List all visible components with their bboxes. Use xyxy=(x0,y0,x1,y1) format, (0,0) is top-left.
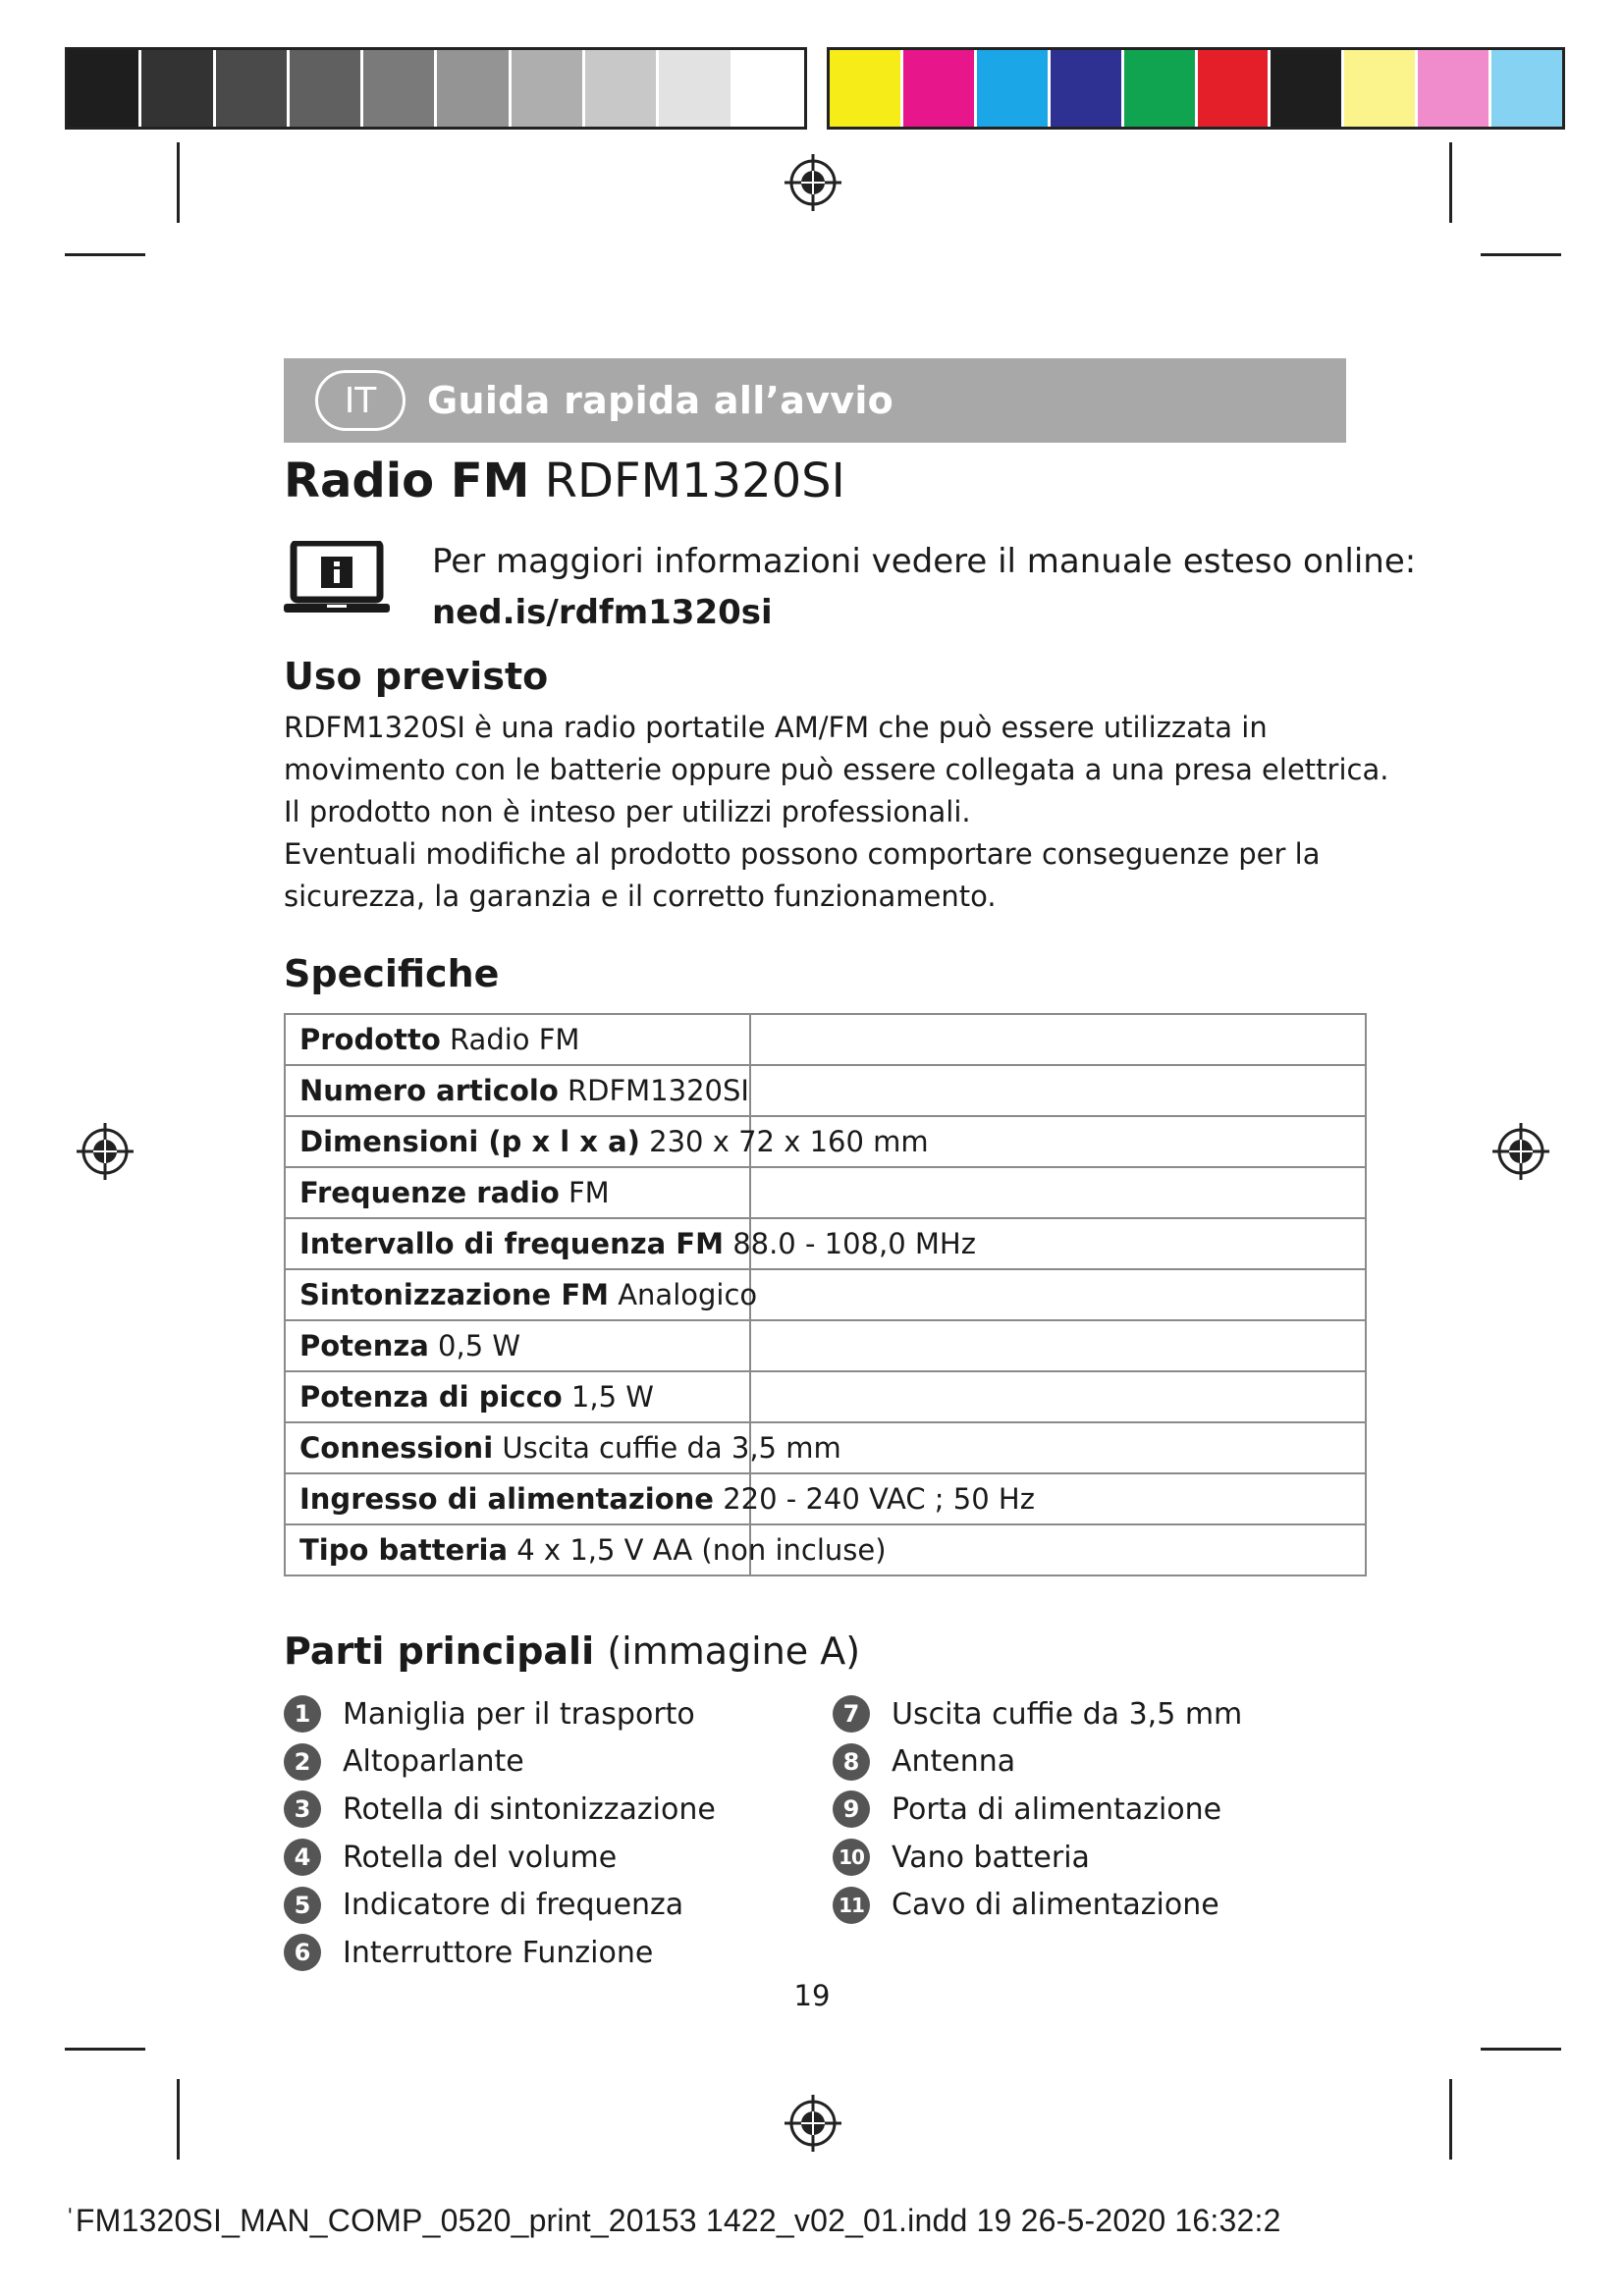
manual-link[interactable]: ned.is/rdfm1320si xyxy=(432,593,773,632)
spec-label: Sintonizzazione FM xyxy=(299,1278,609,1311)
spec-cell xyxy=(285,1014,750,1065)
color-bar xyxy=(827,47,1565,130)
spec-cell xyxy=(285,1269,758,1320)
spec-cell xyxy=(285,1320,750,1371)
language-badge: IT xyxy=(315,370,406,431)
gray-swatch xyxy=(659,50,732,127)
laptop-info-icon xyxy=(284,541,390,615)
color-swatch xyxy=(1491,50,1562,127)
spec-cell xyxy=(285,1167,750,1218)
color-swatch xyxy=(1418,50,1491,127)
table-row xyxy=(285,1371,1366,1422)
table-row xyxy=(285,1422,1366,1473)
spec-value: FM xyxy=(568,1176,610,1209)
spec-label: Ingresso di alimentazione xyxy=(299,1482,714,1516)
spec-value: 1,5 W xyxy=(570,1380,654,1414)
color-swatch xyxy=(1198,50,1272,127)
spec-cell xyxy=(285,1371,750,1422)
spec-empty-cell xyxy=(750,1269,1366,1320)
spec-cell xyxy=(285,1524,887,1575)
gray-swatch xyxy=(437,50,511,127)
table-row xyxy=(285,1116,1366,1167)
part-label: Porta di alimentazione xyxy=(892,1791,1222,1827)
registration-mark-icon xyxy=(1490,1121,1551,1182)
gray-swatch xyxy=(141,50,215,127)
specs-heading: Specifiche xyxy=(284,952,500,995)
part-number-badge: 11 xyxy=(833,1887,870,1924)
spec-cell xyxy=(285,1116,929,1167)
spec-value: Uscita cuffie da 3,5 mm xyxy=(502,1431,841,1465)
specs-table xyxy=(284,1013,1367,1576)
part-number-badge: 4 xyxy=(284,1839,321,1876)
spec-value: 0,5 W xyxy=(438,1329,521,1362)
spec-empty-cell xyxy=(750,1014,1366,1065)
paragraph-line: Eventuali modifiche al prodotto possono comportare conseguenze per la xyxy=(284,837,1321,871)
grayscale-bar xyxy=(65,47,807,130)
crop-mark xyxy=(177,142,180,223)
spec-label: Frequenze radio xyxy=(299,1176,560,1209)
part-label: Uscita cuffie da 3,5 mm xyxy=(892,1696,1243,1732)
list-item xyxy=(833,1738,1242,1787)
list-item xyxy=(833,1786,1242,1834)
paragraph-line: movimento con le batterie oppure può essere collegata a una presa elettrica. xyxy=(284,753,1389,786)
list-item xyxy=(284,1834,716,1882)
part-number-badge: 1 xyxy=(284,1695,321,1733)
color-swatch xyxy=(903,50,977,127)
parts-heading xyxy=(284,1629,860,1673)
spec-value: 88.0 - 108,0 MHz xyxy=(732,1227,976,1260)
gray-swatch xyxy=(733,50,804,127)
online-info-text: Per maggiori informazioni vedere il manuale esteso online: xyxy=(432,542,1417,581)
gray-swatch xyxy=(512,50,585,127)
list-item xyxy=(833,1690,1242,1738)
gray-swatch xyxy=(216,50,290,127)
part-number-badge: 9 xyxy=(833,1790,870,1828)
part-label: Cavo di alimentazione xyxy=(892,1888,1219,1923)
color-swatch xyxy=(1124,50,1198,127)
spec-empty-cell xyxy=(750,1320,1366,1371)
gray-swatch xyxy=(68,50,141,127)
crop-mark xyxy=(65,253,145,256)
spec-cell xyxy=(285,1422,841,1473)
color-swatch xyxy=(977,50,1051,127)
spec-label: Dimensioni (p x l x a) xyxy=(299,1125,640,1158)
list-item xyxy=(284,1690,716,1738)
gray-swatch xyxy=(290,50,363,127)
table-row xyxy=(285,1524,1366,1575)
page-title xyxy=(284,454,845,508)
part-number-badge: 3 xyxy=(284,1790,321,1828)
header-title: Guida rapida all’avvio xyxy=(427,379,894,422)
parts-list-right xyxy=(833,1690,1242,1929)
list-item xyxy=(833,1881,1242,1929)
list-item xyxy=(284,1786,716,1834)
part-number-badge: 5 xyxy=(284,1887,321,1924)
part-number-badge: 8 xyxy=(833,1743,870,1781)
spec-value: RDFM1320SI xyxy=(568,1074,749,1107)
spec-cell xyxy=(285,1218,976,1269)
table-row xyxy=(285,1269,1366,1320)
crop-mark xyxy=(177,2079,180,2160)
list-item xyxy=(284,1738,716,1787)
spec-empty-cell xyxy=(750,1065,1366,1116)
registration-mark-icon xyxy=(783,152,843,213)
spec-empty-cell xyxy=(750,1371,1366,1422)
color-swatch xyxy=(1271,50,1344,127)
spec-label: Numero articolo xyxy=(299,1074,559,1107)
part-label: Vano batteria xyxy=(892,1840,1090,1875)
crop-mark xyxy=(65,2048,145,2051)
spec-value: 4 x 1,5 V AA (non incluse) xyxy=(516,1533,887,1567)
color-swatch xyxy=(1344,50,1418,127)
part-label: Interruttore Funzione xyxy=(343,1935,654,1970)
parts-heading-bold: Parti principali xyxy=(284,1629,595,1673)
list-item xyxy=(284,1929,716,1977)
table-row xyxy=(285,1320,1366,1371)
crop-mark xyxy=(1449,2079,1452,2160)
spec-value: Radio FM xyxy=(450,1023,580,1056)
registration-mark-icon xyxy=(75,1121,135,1182)
title-bold: Radio FM xyxy=(284,454,530,508)
intended-use-text xyxy=(284,707,1389,918)
table-row xyxy=(285,1167,1366,1218)
crop-mark xyxy=(1449,142,1452,223)
paragraph-line: sicurezza, la garanzia e il corretto funzionamento. xyxy=(284,880,997,913)
spec-value: Analogico xyxy=(618,1278,758,1311)
intended-use-heading: Uso previsto xyxy=(284,655,549,698)
spec-label: Intervallo di frequenza FM xyxy=(299,1227,724,1260)
table-row xyxy=(285,1473,1366,1524)
part-label: Antenna xyxy=(892,1744,1016,1780)
parts-heading-suffix: (immagine A) xyxy=(607,1629,861,1673)
part-number-badge: 6 xyxy=(284,1934,321,1971)
print-slug: ˈFM1320SI_MAN_COMP_0520_print_20153 1422_v02_01.indd 19 26-5-2020 16:32:2 xyxy=(65,2203,1281,2238)
table-row xyxy=(285,1014,1366,1065)
table-row xyxy=(285,1218,1366,1269)
spec-label: Potenza di picco xyxy=(299,1380,563,1414)
table-row xyxy=(285,1065,1366,1116)
color-swatch xyxy=(1051,50,1124,127)
part-number-badge: 10 xyxy=(833,1839,870,1876)
part-number-badge: 7 xyxy=(833,1695,870,1733)
spec-label: Potenza xyxy=(299,1329,429,1362)
crop-mark xyxy=(1481,2048,1561,2051)
color-swatch xyxy=(830,50,903,127)
spec-label: Connessioni xyxy=(299,1431,494,1465)
page-number: 19 xyxy=(793,1979,831,2012)
title-model: RDFM1320SI xyxy=(544,454,845,508)
header-band xyxy=(284,358,1346,443)
part-label: Altoparlante xyxy=(343,1744,524,1780)
gray-swatch xyxy=(363,50,437,127)
spec-empty-cell xyxy=(750,1422,1366,1473)
part-label: Indicatore di frequenza xyxy=(343,1888,684,1923)
spec-cell xyxy=(285,1065,750,1116)
part-number-badge: 2 xyxy=(284,1743,321,1781)
part-label: Rotella del volume xyxy=(343,1840,618,1875)
list-item xyxy=(833,1834,1242,1882)
part-label: Maniglia per il trasporto xyxy=(343,1696,695,1732)
crop-mark xyxy=(1481,253,1561,256)
registration-mark-icon xyxy=(783,2093,843,2154)
spec-value: 220 - 240 VAC ; 50 Hz xyxy=(723,1482,1035,1516)
spec-empty-cell xyxy=(750,1167,1366,1218)
spec-label: Tipo batteria xyxy=(299,1533,509,1567)
online-info xyxy=(432,536,1416,638)
parts-list-left xyxy=(284,1690,716,1977)
paragraph-line: RDFM1320SI è una radio portatile AM/FM che può essere utilizzata in xyxy=(284,711,1268,744)
spec-label: Prodotto xyxy=(299,1023,441,1056)
list-item xyxy=(284,1881,716,1929)
paragraph-line: Il prodotto non è inteso per utilizzi professionali. xyxy=(284,795,971,828)
spec-cell xyxy=(285,1473,1035,1524)
part-label: Rotella di sintonizzazione xyxy=(343,1791,716,1827)
spec-value: 230 x 72 x 160 mm xyxy=(649,1125,929,1158)
gray-swatch xyxy=(585,50,659,127)
